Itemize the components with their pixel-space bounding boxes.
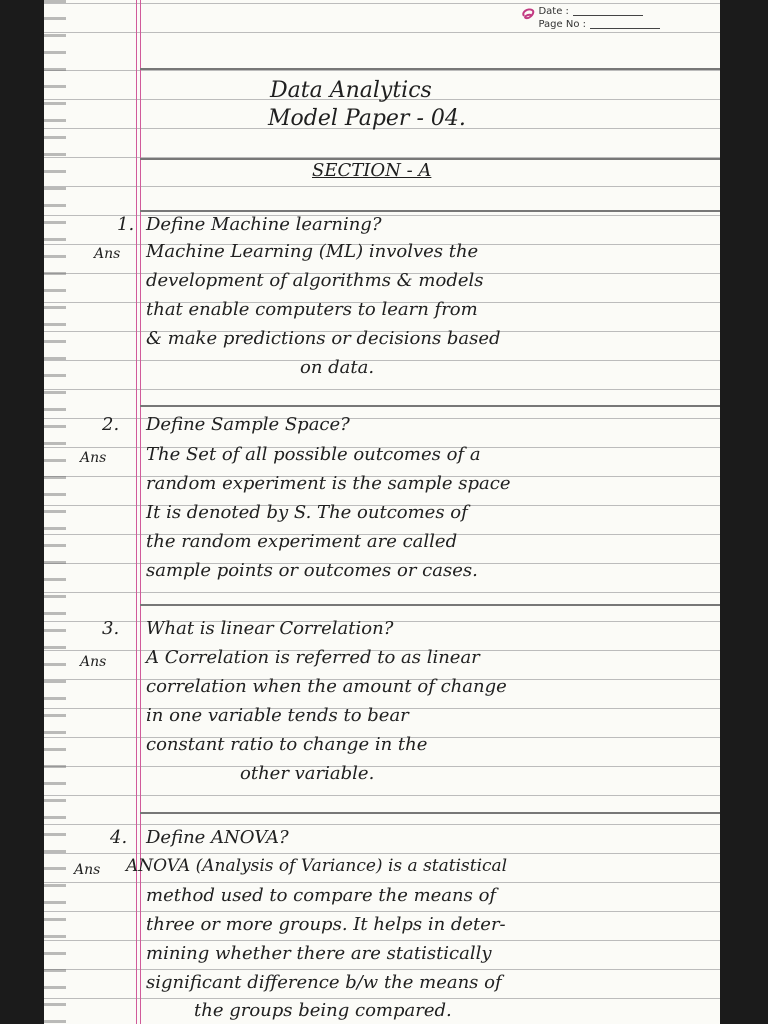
answer-line: ANOVA (Analysis of Variance) is a statistical (126, 856, 508, 876)
answer-line: the random experiment are called (146, 531, 458, 552)
answer-line: & make predictions or decisions based (146, 328, 501, 349)
spiral-binding (44, 0, 66, 1024)
divider (140, 405, 720, 407)
answer-line: Machine Learning (ML) involves the (146, 241, 479, 262)
notebook-brand-logo-icon (520, 2, 538, 22)
date-label: Date : (538, 6, 569, 17)
answer-label: Ans (80, 450, 107, 466)
answer-line: other variable. (240, 763, 375, 784)
answer-line: The Set of all possible outcomes of a (146, 444, 481, 465)
question-number: 3. (102, 618, 120, 639)
divider (140, 604, 720, 606)
answer-line: method used to compare the means of (146, 885, 497, 906)
question-number: 2. (102, 414, 120, 435)
answer-line: It is denoted by S. The outcomes of (146, 502, 468, 523)
answer-line: in one variable tends to bear (146, 705, 409, 726)
divider (140, 812, 720, 814)
question-text: Define ANOVA? (146, 827, 289, 848)
answer-line: mining whether there are statistically (146, 943, 492, 964)
answer-line: constant ratio to change in the (146, 734, 428, 755)
section-heading: SECTION - A (312, 160, 432, 181)
divider (140, 68, 720, 70)
notebook-page (44, 0, 720, 1024)
answer-label: Ans (80, 654, 107, 670)
question-text: Define Machine learning? (146, 214, 382, 235)
answer-line: correlation when the amount of change (146, 676, 507, 697)
answer-line: that enable computers to learn from (146, 299, 478, 320)
answer-line: A Correlation is referred to as linear (146, 647, 480, 668)
answer-line: the groups being compared. (194, 1000, 452, 1021)
divider (140, 210, 720, 212)
answer-line: development of algorithms & models (146, 270, 484, 291)
title-line-2: Model Paper - 04. (268, 106, 466, 131)
title-line-1: Data Analytics (270, 78, 432, 103)
question-text: Define Sample Space? (146, 414, 350, 435)
answer-label: Ans (94, 246, 121, 262)
answer-line: significant difference b/w the means of (146, 972, 502, 993)
page-no-label: Page No : (538, 19, 586, 30)
answer-line: three or more groups. It helps in deter- (146, 914, 506, 935)
answer-line: on data. (300, 357, 375, 378)
answer-line: sample points or outcomes or cases. (146, 560, 478, 581)
question-number: 4. (110, 827, 128, 848)
answer-line: random experiment is the sample space (146, 473, 511, 494)
answer-label: Ans (74, 862, 101, 878)
question-number: 1. (117, 214, 135, 235)
date-page-box (538, 6, 660, 32)
question-text: What is linear Correlation? (146, 618, 394, 639)
